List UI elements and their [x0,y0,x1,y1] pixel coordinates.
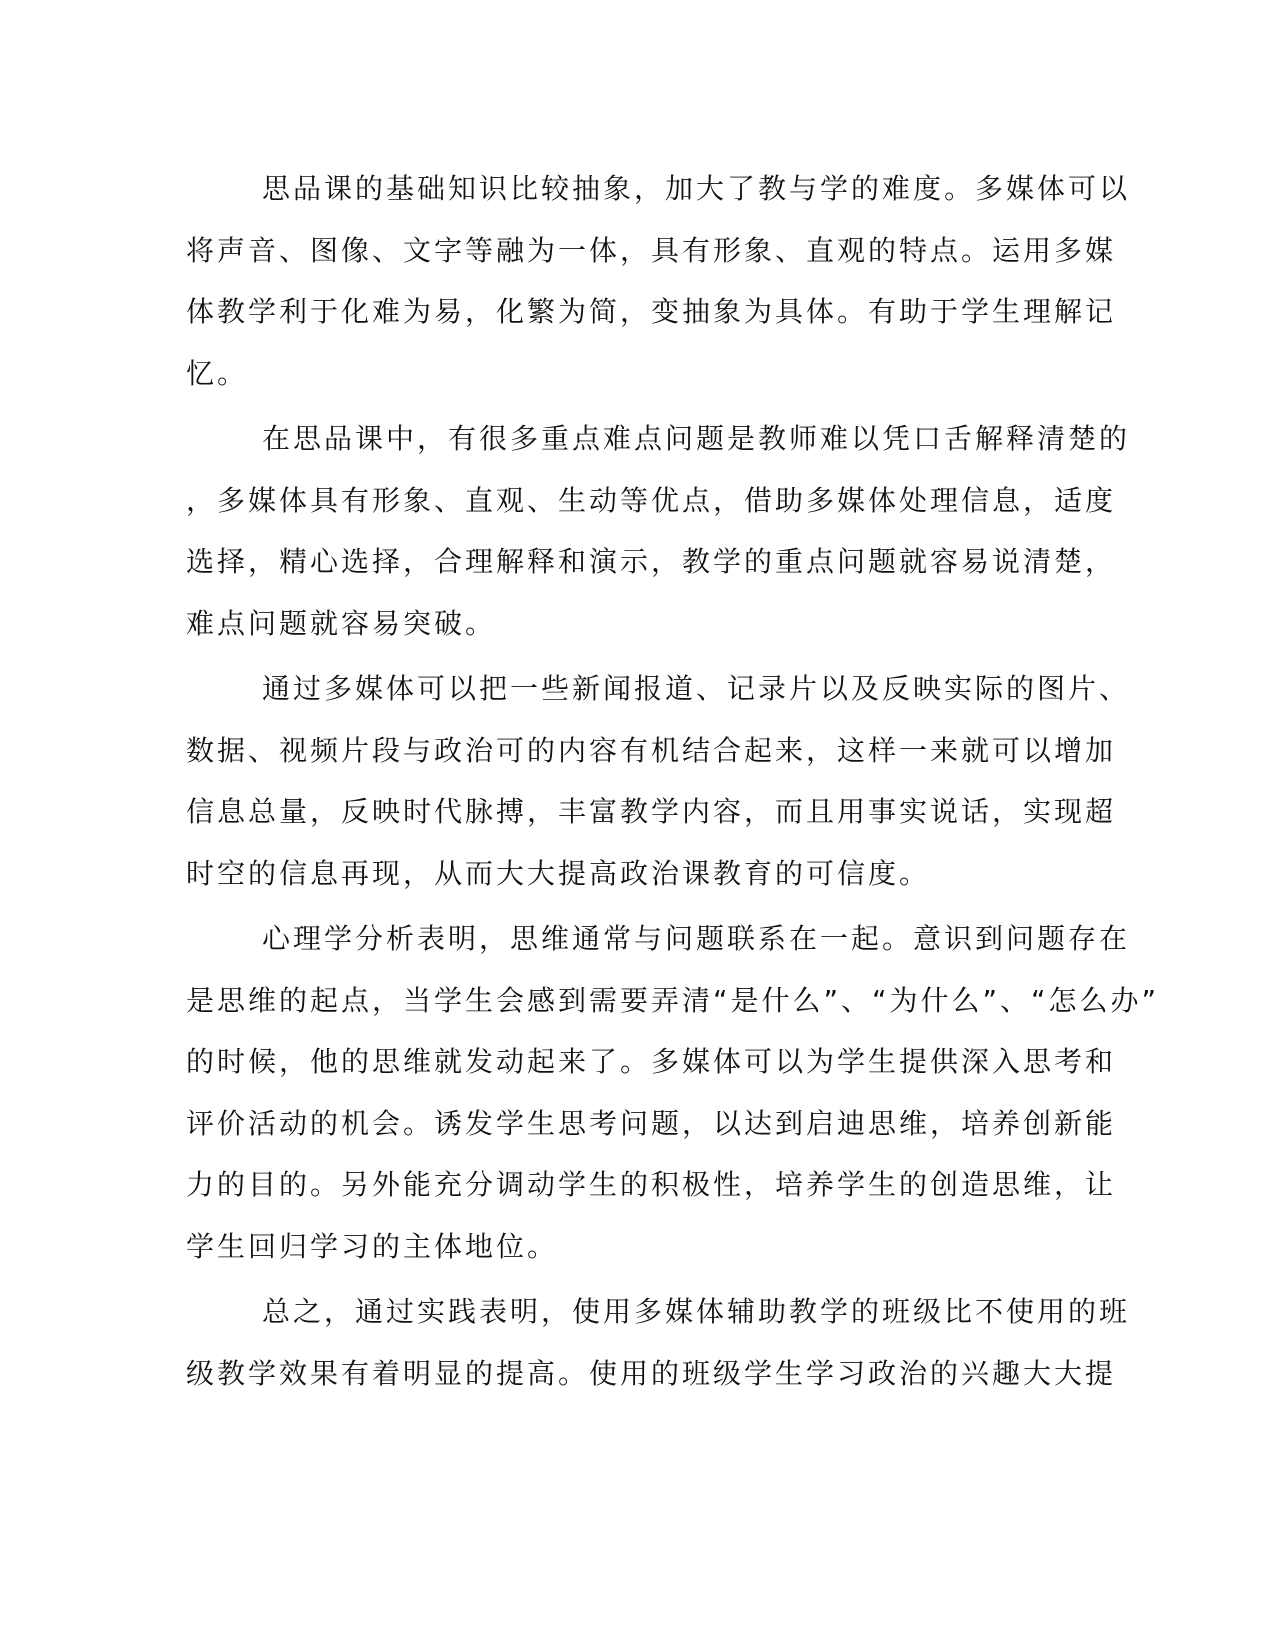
paragraph-3-line-2: 数据、视频片段与政治可的内容有机结合起来，这样一来就可以增加 [186,733,1117,767]
paragraph-2-line-1: 在思品课中，有很多重点难点问题是教师难以凭口舌解释清楚的 [262,422,1131,455]
paragraph-2-line-3: 选择，精心选择，合理解释和演示，教学的重点问题就容易说清楚， [186,545,1117,578]
paragraph-3-line-4: 时空的信息再现，从而大大提高政治课教育的可信度。 [186,856,931,890]
paragraph-1-line-2: 将声音、图像、文字等融为一体，具有形象、直观的特点。运用多媒 [186,233,1117,267]
paragraph-2-line-4: 难点问题就容易突破。 [186,606,497,640]
paragraph-2-line-2: ，多媒体具有形象、直观、生动等优点，借助多媒体处理信息，适度 [186,483,1117,517]
paragraph-4-line-5: 力的目的。另外能充分调动学生的积极性，培养学生的创造思维，让 [186,1168,1117,1201]
paragraph-4-line-3: 的时候，他的思维就发动起来了。多媒体可以为学生提供深入思考和 [186,1045,1117,1078]
paragraph-5 [186,1281,1131,1404]
paragraph-1 [186,158,1131,404]
paragraph-4-line-1: 心理学分析表明，思维通常与问题联系在一起。意识到问题存在 [262,922,1131,955]
body-text [186,158,1160,1408]
paragraph-4 [186,908,1160,1277]
paragraph-4-line-2: 是思维的起点，当学生会感到需要弄清“是什么”、“为什么”、“怎么办” [186,983,1160,1017]
paragraph-2 [186,408,1131,654]
paragraph-1-line-4: 忆。 [186,356,249,390]
paragraph-1-line-1: 思品课的基础知识比较抽象，加大了教与学的难度。多媒体可以 [262,172,1131,205]
paragraph-3 [186,658,1131,904]
paragraph-5-line-2: 级教学效果有着明显的提高。使用的班级学生学习政治的兴趣大大提 [186,1356,1117,1390]
paragraph-3-line-1: 通过多媒体可以把一些新闻报道、记录片以及反映实际的图片、 [262,672,1131,705]
paragraph-4-line-4: 评价活动的机会。诱发学生思考问题，以达到启迪思维，培养创新能 [186,1106,1117,1140]
paragraph-1-line-3: 体教学利于化难为易，化繁为简，变抽象为具体。有助于学生理解记 [186,295,1117,328]
paragraph-4-line-6: 学生回归学习的主体地位。 [186,1229,559,1263]
paragraph-3-line-3: 信息总量，反映时代脉搏，丰富教学内容，而且用事实说话，实现超 [186,795,1117,828]
paragraph-5-line-1: 总之，通过实践表明，使用多媒体辅助教学的班级比不使用的班 [262,1295,1131,1328]
